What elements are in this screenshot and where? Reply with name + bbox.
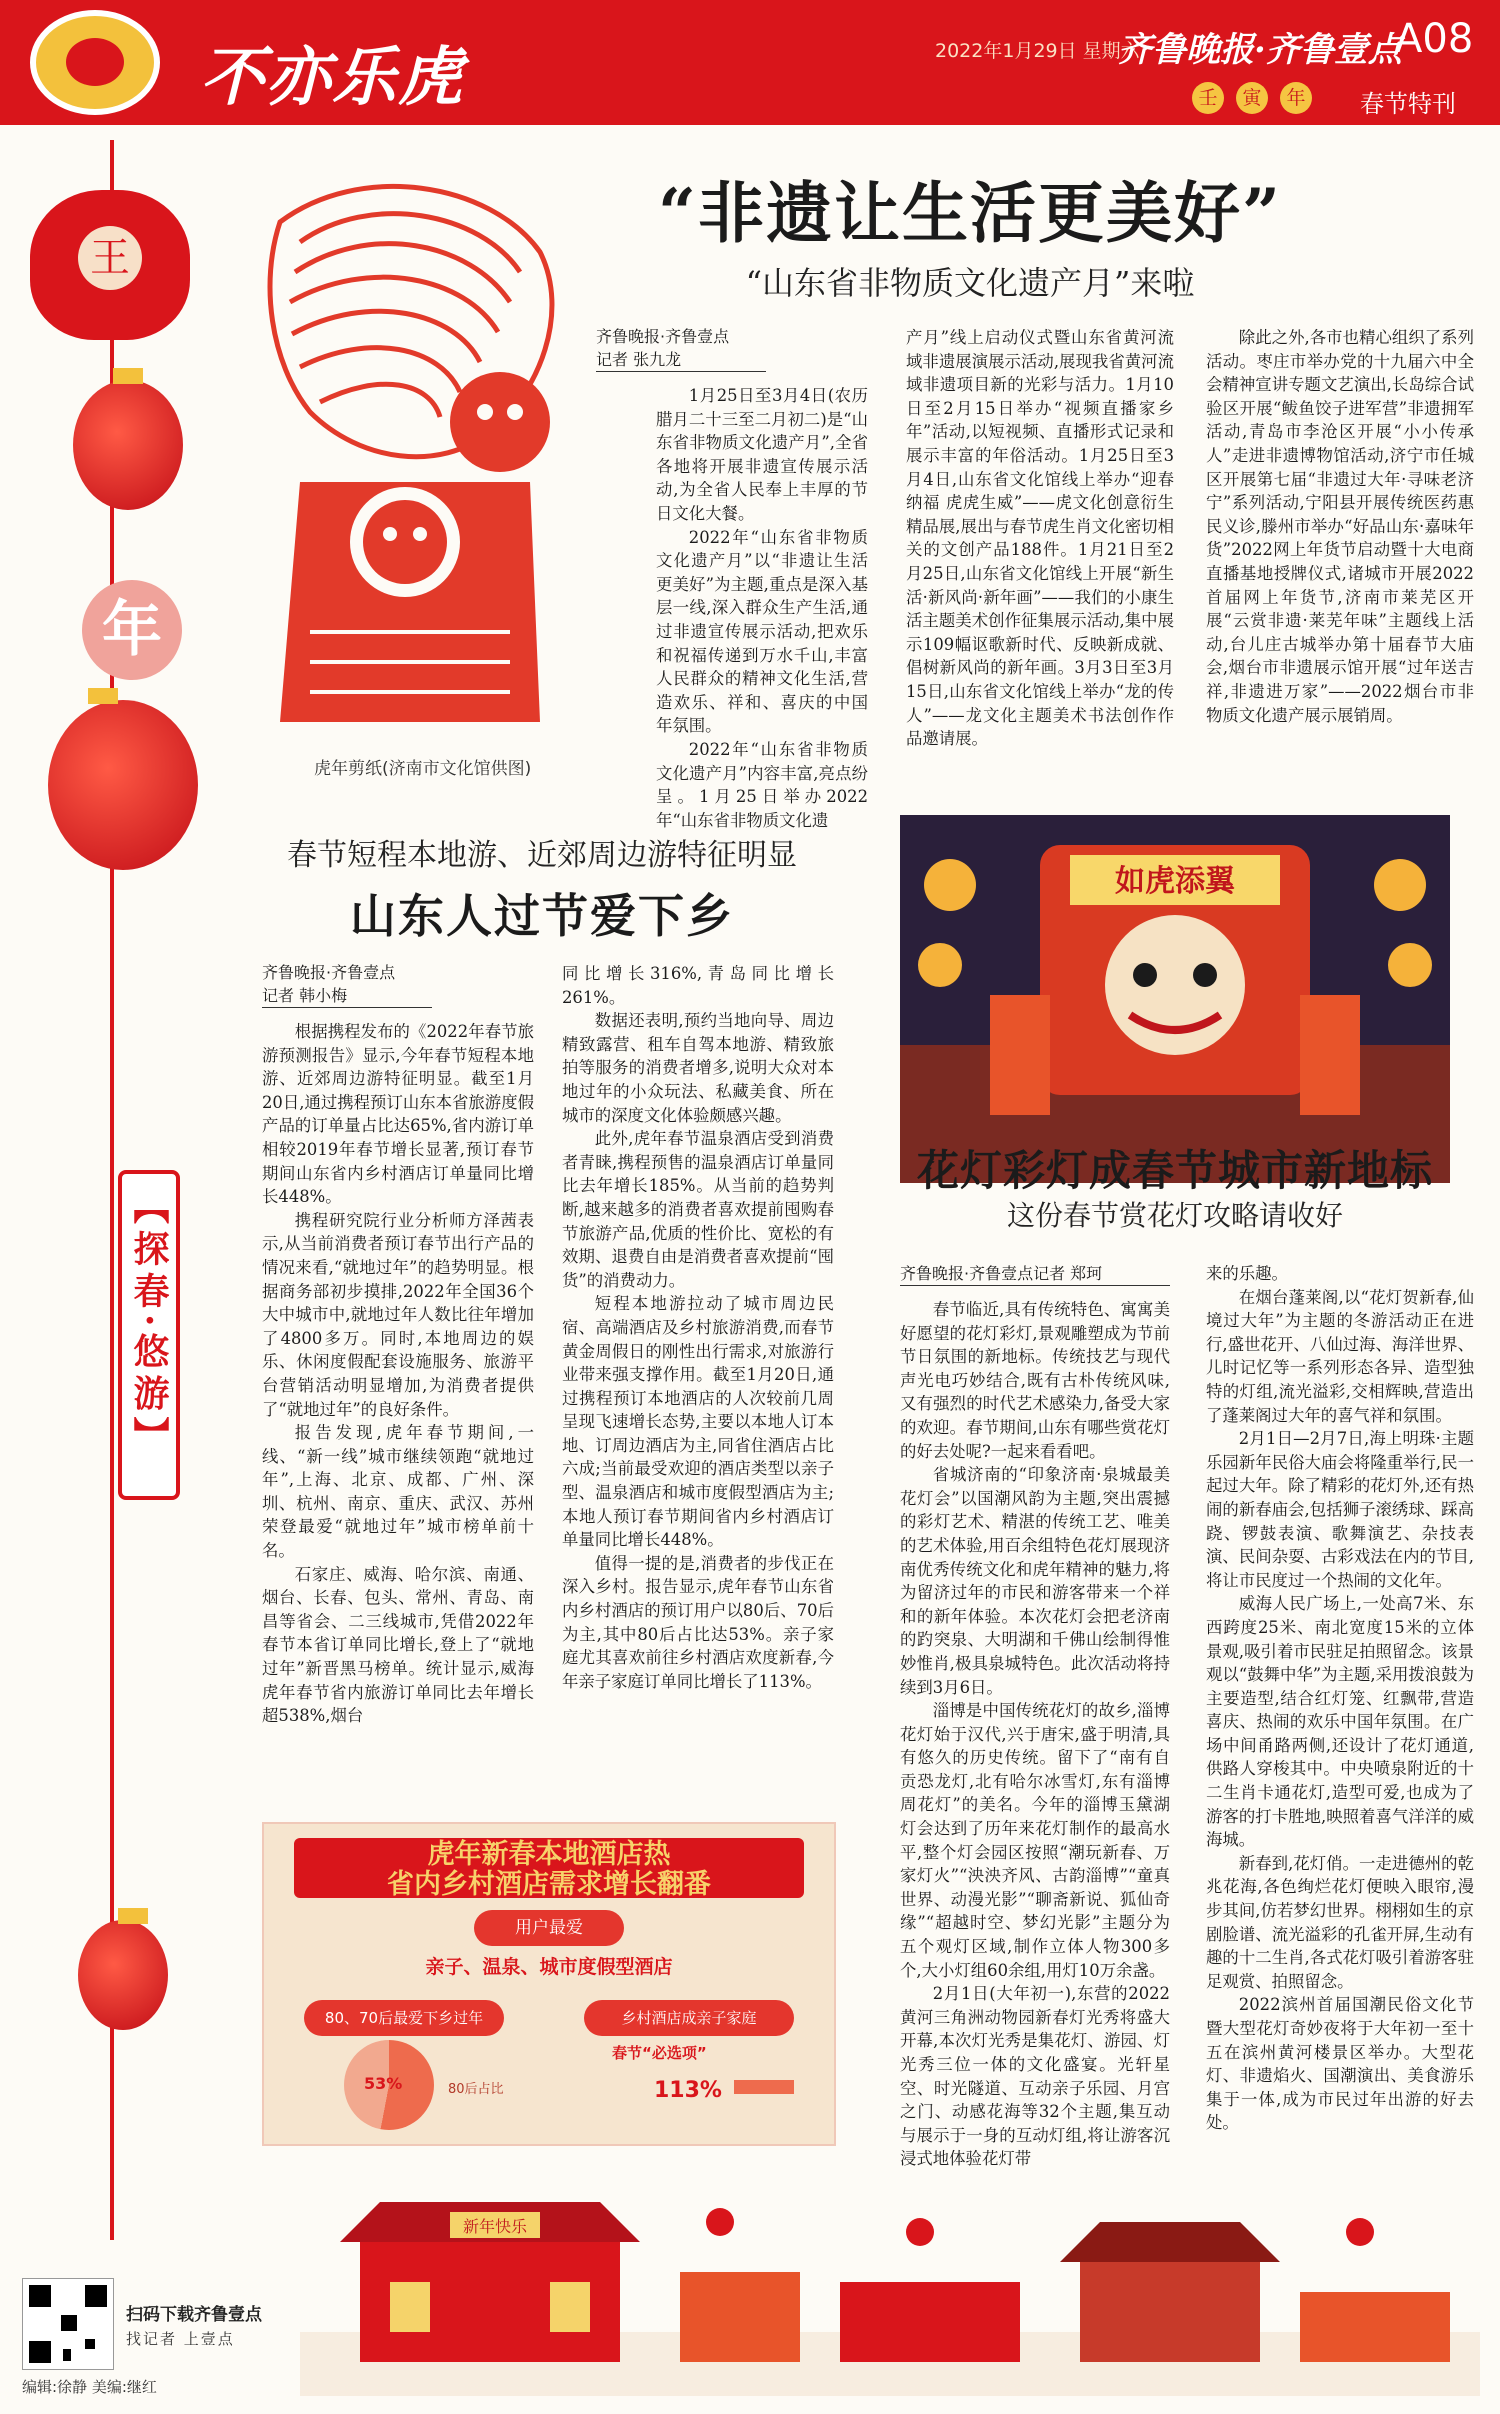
byline-reporter: 记者 张九龙 [596,349,766,372]
qr-finder [85,2285,107,2307]
paragraph: 春节临近,具有传统特色、寓寓美好愿望的花灯彩灯,景观雕塑成为节前节日氛围的新地标。传统技艺与现代声光电巧妙结合,既有古朴传统风味,又有强烈的时代艺术感染力,备受大家的欢迎。春节期间,山东有哪些赏花灯的好去处呢?一起来看看吧。 [900,1300,1170,1461]
infographic-subtitle: 省内乡村酒店需求增长翻番 [387,1869,711,1900]
story2-headline: 山东人过节爱下乡 [350,889,734,943]
year-char: 壬 [1192,82,1224,114]
paragraph: 2022年“山东省非物质文化遗产月”内容丰富,亮点纷呈。1月25日举办2022年“山东省非物质文化遗 [656,739,868,830]
paragraph: 2月1日(大年初一),东营的2022黄河三角洲动物园新春灯光秀将盛大开幕,本次灯光秀是集花灯、游园、灯光秀三位一体的文化盛宴。光轩星空、时光隧道、互动亲子乐园、月宫之门、动感花海等32个主题,集互动与展示于一身的互动灯组,将让游客沉浸式地体验花灯带 [900,1984,1170,2169]
festival-street-illustration [300,2182,1480,2396]
story1-column-1 [596,326,868,832]
editor-credits: 编辑:徐静 美编:继红 [22,2378,157,2396]
image-caption: 虎年剪纸(济南市文化馆供图) [314,759,532,779]
paragraph: 2月1日—2月7日,海上明珠·主题乐园新年民俗大庙会将隆重举行,民一起过大年。除了精彩的花灯外,还有热闹的新春庙会,包括狮子滚绣球、踩高跷、锣鼓表演、歌舞演艺、杂技表演、民间杂耍、古彩戏法在内的节目,将让市民度过一个热闹的文化年。 [1206,1429,1474,1590]
story3-subtitle: 这份春节赏花灯攻略请收好 [1006,1199,1343,1232]
section-tag [118,1170,180,1500]
byline-reporter: 齐鲁晚报·齐鲁壹点记者 郑珂 [900,1263,1170,1286]
infographic-title: 虎年新春本地酒店热 [427,1839,671,1870]
qr-module [61,2315,77,2331]
paragraph: 来的乐趣。 [1206,1264,1288,1283]
headline-main: “非遗让生活更美好” [658,174,1282,252]
page-number: A08 [1395,16,1474,62]
paragraph: 石家庄、威海、哈尔滨、南通、烟台、长春、包头、常州、青岛、南昌等省会、二三线城市,凭借2022年春节本省订单同比增长,登上了“就地过年”新晋黑马榜单。统计显示,威海虎年春节省内旅游订单同比去年增长超538%,烟台 [262,1564,534,1726]
pie-legend: 80后占比 [448,2082,504,2097]
qr-module [63,2349,71,2361]
paragraph: 2022滨州首届国潮民俗文化节暨大型花灯奇妙夜将于大年初一至十五在滨州黄河楼景区举办。大型花灯、非遗焰火、国潮演出、美食游乐集于一体,成为市民过年出游的好去处。 [1206,1995,1474,2133]
paragraph: 根据携程发布的《2022年春节旅游预测报告》显示,今年春节短程本地游、近郊周边游特征明显。截至1月20日,通过携程预订山东本省旅游度假产品的订单量占比达65%,省内游订单相较2019年春节增长显著,预订春节期间山东省内乡村酒店订单量同比增长448%。 [262,1022,534,1207]
story2-kicker: 春节短程本地游、近郊周边游特征明显 [287,838,797,873]
qr-sublabel: 找记者 上壹点 [126,2330,235,2348]
qr-finder [29,2341,51,2363]
user-favorite-pill: 用户最爱 [474,1910,624,1946]
paragraph: 省城济南的“印象济南·泉城最美花灯会”以国潮风韵为主题,突出震撼的彩灯艺术、精湛的传统工艺、唯美的艺术体验,用百余组特色花灯展现济南优秀传统文化和虎年精神的魅力,将为留济过年的市民和游客带来一个祥和的新年体验。本次花灯会把老济南的趵突泉、大明湖和千佛山绘制得惟妙惟肖,极具泉城特色。此次活动将持续到3月6日。 [900,1465,1170,1697]
story2-column-2 [562,962,834,1693]
lantern-icon [73,380,183,510]
qr-module [85,2339,95,2349]
growth-bar [734,2080,794,2094]
lantern-festival-photo [900,815,1450,1183]
column-title: 不亦乐虎 [200,40,464,115]
paragraph: 携程研究院行业分析师方泽茜表示,从当前消费者预订春节出行产品的情况来看,“就地过年”的趋势明显。根据商务部初步摸排,2022年全国36个大中城市中,就地过年人数比往年增加了4800多万。同时,本地周边的娱乐、休闲度假配套设施服务、旅游平台营销活动明显增加,为消费者提供了“就地过年”的良好条件。 [262,1210,534,1419]
tiger-mask-icon [30,190,190,340]
qr-code[interactable] [22,2278,114,2370]
paragraph: 数据还表明,预约当地向导、周边精致露营、租车自驾本地游、精致旅拍等服务的消费者增多,说明大众对本地过年的小众玩法、私藏美食、所在城市的深度文化体验颇感兴趣。 [562,1011,834,1125]
tiger-papercut-image [240,162,570,742]
byline-outlet: 齐鲁晚报·齐鲁壹点 [262,963,396,982]
infographic-banner [294,1838,804,1898]
story3-column-2 [1206,1262,1474,2135]
age-group-pill: 80、70后最爱下乡过年 [304,2000,504,2036]
photo-sign-text: 如虎添翼 [1115,864,1235,899]
paragraph: 2022年“山东省非物质文化遗产月”以“非遗让生活更美好”为主题,重点是深入基层一线,深入群众生产生活,通过非遗宣传展示活动,把欢乐和祝福传递到万水千山,丰富人民群众的精神文化生活,营造欢乐、祥和、喜庆的中国年氛围。 [656,527,868,736]
special-edition-label: 春节特刊 [1360,90,1456,118]
family-pill: 乡村酒店成亲子家庭 [584,2000,794,2036]
family-sub-label: 春节“必选项” [612,2044,707,2062]
paragraph: 此外,虎年春节温泉酒店受到消费者青睐,携程预售的温泉酒店订单量同比去年增长185%。从当前的趋势判断,越来越多的消费者喜欢提前囤购春节旅游产品,优质的性价比、宽松的有效期、退费自由是消费者喜欢提前“囤货”的消费动力。 [562,1129,834,1290]
paragraph: 值得一提的是,消费者的步伐正在深入乡村。报告显示,虎年春节山东省内乡村酒店的预订用户以80后、70后为主,其中80后占比达53%。亲子家庭尤其喜欢前往乡村酒店欢度新春,今年亲子家庭订单同比增长了113%。 [562,1553,834,1691]
tiger-head-icon [30,10,160,115]
paragraph: 同比增长316%,青岛同比增长261%。 [562,964,834,1007]
lantern-icon [78,1920,168,2030]
masthead [0,0,1500,125]
issue-date: 2022年1月29日 星期六 [935,40,1140,62]
qr-finder [29,2285,51,2307]
byline-outlet: 齐鲁晚报·齐鲁壹点 [596,327,730,346]
family-growth-value: 113% [654,2078,722,2103]
byline-reporter: 记者 韩小梅 [262,985,432,1008]
qr-label: 扫码下载齐鲁壹点 [126,2305,262,2325]
pie-percent: 53% [364,2074,403,2093]
paragraph: 除此之外,各市也精心组织了系列活动。枣庄市举办党的十九届六中全会精神宣讲专题文艺演出,长岛综合试验区开展“鲅鱼饺子进军营”非遗拥军活动,青岛市李沧区开展“小小传承人”走进非遗博物馆活动,济宁市任城区开展第七届“非遗过大年·寻味老济宁”系列活动,宁阳县开展传统医药惠民义诊,滕州市举办“好品山东·嘉味年货”2022网上年货节启动暨十大电商直播基地授牌仪式,诸城市开展2022首届网上年货节,济南市莱芜区开展“云赏非遗·莱芜年味”主题线上活动,台儿庄古城举办第十届春节大庙会,烟台市非遗展示馆开展“过年送吉祥,非遗进万家”——2022烟台市非物质文化遗产展示展销周。 [1206,328,1474,725]
paper-name: 齐鲁晚报·齐鲁壹点 [1118,30,1402,70]
paragraph: 在烟台蓬莱阁,以“花灯贺新春,仙境过大年”为主题的冬游活动正在进行,盛世花开、八仙过海、海洋世界、儿时记忆等一系列形态各异、造型独特的灯组,流光溢彩,交相辉映,营造出了蓬莱阁过大年的喜气祥和氛围。 [1206,1287,1474,1425]
paragraph: 1月25日至3月4日(农历腊月二十三至二月初二)是“山东省非物质文化遗产月”,全省各地将开展非遗宣传展示活动,为全省人民奉上丰厚的节日文化大餐。 [656,386,868,523]
story3-headline: 花灯彩灯成春节城市新地标 [916,1146,1433,1195]
paragraph: 威海人民广场上,一处高7米、东西跨度25米、南北宽度15米的立体景观,吸引着市民驻足拍照留念。该景观以“鼓舞中华”为主题,采用拨浪鼓为主要造型,结合红灯笼、红飘带,营造喜庆、热闹的欢乐中国年氛围。在广场中间甬路两侧,还设计了花灯通道,供路人穿梭其中。中央喷泉附近的十二生肖卡通花灯,造型可爱,也成为了游客的打卡胜地,映照着喜气洋洋的威海城。 [1206,1594,1474,1850]
user-favorite-value: 亲子、温泉、城市度假型酒店 [425,1956,673,1978]
section-tag-text: 【探春·悠游】 [128,1188,170,1459]
year-char: 年 [1280,82,1312,114]
paragraph: 报告发现,虎年春节期间,一线、“新一线”城市继续领跑“就地过年”,上海、北京、成都、广州、深圳、杭州、南京、重庆、武汉、苏州荣登最爱“就地过年”城市榜单前十名。 [262,1423,534,1561]
year-badges [1192,82,1312,114]
paragraph: 短程本地游拉动了城市周边民宿、高端酒店及乡村旅游消费,而春节黄金周假日的刚性出行需求,对旅游行业带来强支撑作用。截至1月20日,通过携程预订本地酒店的人次较前几周呈现飞速增长态势,主要以本地人订本地、订周边酒店为主,同省住酒店占比六成;当前最受欢迎的酒店类型以亲子型、温泉酒店和城市度假型酒店为主;本地人预订春节期间省内乡村酒店订单量同比增长448%。 [562,1294,834,1550]
nian-badge: 年 [82,580,182,680]
paragraph: 新春到,花灯俏。一走进德州的乾兆花海,各色绚烂花灯便映入眼帘,漫步其间,仿若梦幻世界。栩栩如生的京剧脸谱、流光溢彩的孔雀开屏,生动有趣的十二生肖,各式花灯吸引着游客驻足观赏、拍照留念。 [1206,1853,1474,1991]
headline-subtitle: “山东省非物质文化遗产月”来啦 [745,264,1195,302]
year-char: 寅 [1236,82,1268,114]
story2-column-1 [262,962,534,1728]
hotel-infographic [262,1822,836,2146]
paragraph: 淄博是中国传统花灯的故乡,淄博花灯始于汉代,兴于唐宋,盛于明清,具有悠久的历史传统。留下了“南有自贡恐龙灯,北有哈尔冰雪灯,东有淄博周花灯”的美名。今年的淄博玉黛湖灯会达到了历年来花灯制作的最高水平,整个灯会园区按照“潮玩新春、万家灯火”“泱泱齐风、古韵淄博”“童真世界、动漫光影”“聊斋新说、狐仙奇缘”“超越时空、梦幻光影”主题分为五个观灯区域,制作立体人物300多个,大小灯组60余组,用灯10万余盏。 [900,1701,1170,1980]
story3-column-1 [900,1262,1170,2171]
paragraph: 产月”线上启动仪式暨山东省黄河流域非遗展演展示活动,展现我省黄河流域非遗项目新的光彩与活力。1月10日至2月15日举办“视频直播家乡年”活动,以短视频、直播形式记录和展示丰富的年俗活动。1月25日至3月4日,山东省文化馆线上举办“迎春纳福 虎虎生威”——虎文化创意衍生精品展,展出与春节虎生肖文化密切相关的文创产品188件。1月21日至2月25日,山东省文化馆线上开展“新生活·新风尚·新年画”——我们的小康生活主题美术创作征集展示活动,集中展示109幅讴歌新时代、反映新成就、倡树新风尚的新年画。3月3日至3月15日,山东省文化馆线上举办“龙的传人”——龙文化主题美术书法创作作品邀请展。 [906,328,1174,749]
footer-sign-text: 新年快乐 [462,2217,528,2236]
story1-column-3 [1206,326,1474,727]
lantern-icon [48,700,198,870]
story1-column-2 [906,326,1174,751]
